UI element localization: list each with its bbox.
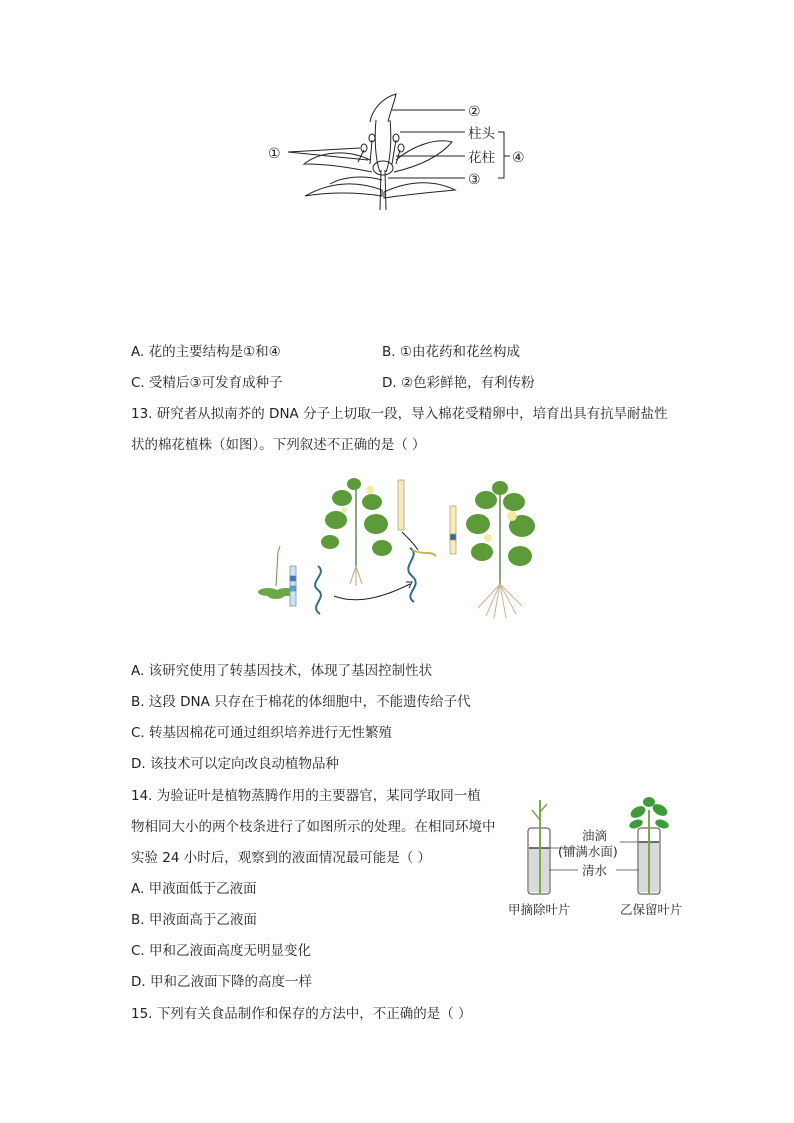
transgenic-cotton-diagram [250, 466, 550, 621]
q14-option-c[interactable]: C. 甲和乙液面高度无明显变化 [131, 943, 312, 959]
q14-option-d[interactable]: D. 甲和乙液面下降的高度一样 [131, 974, 312, 990]
q13-option-b[interactable]: B. 这段 DNA 只存在于棉花的体细胞中，不能遗传给子代 [131, 694, 471, 710]
label-style: 花柱 [468, 150, 495, 166]
q13-stem-line2: 状的棉花植株（如图）。下列叙述不正确的是（ ） [131, 437, 426, 453]
transpiration-experiment-diagram [500, 790, 700, 922]
water-label: 清水 [582, 863, 608, 878]
q12-option-c[interactable]: C. 受精后③可发育成种子 [131, 375, 283, 391]
q13-option-a[interactable]: A. 该研究使用了转基因技术，体现了基因控制性状 [131, 663, 433, 679]
oil-sub-label: (铺满水面) [558, 844, 618, 859]
q12-option-b[interactable]: B. ①由花药和花丝构成 [382, 344, 520, 360]
oil-label: 油滴 [582, 828, 608, 843]
label-2: ② [468, 104, 481, 120]
q14-option-b[interactable]: B. 甲液面高于乙液面 [131, 912, 257, 928]
q14-option-a[interactable]: A. 甲液面低于乙液面 [131, 881, 257, 897]
q12-option-a[interactable]: A. 花的主要结构是①和④ [131, 344, 281, 360]
label-stigma: 柱头 [468, 126, 495, 142]
label-4: ④ [512, 150, 525, 166]
q14-stem-line2: 物相同大小的两个枝条进行了如图所示的处理。在相同环境中 [131, 819, 496, 835]
q14-stem-line1: 14. 为验证叶是植物蒸腾作用的主要器官，某同学取同一植 [131, 788, 481, 804]
q13-option-c[interactable]: C. 转基因棉花可通过组织培养进行无性繁殖 [131, 725, 393, 741]
left-caption: 甲摘除叶片 [508, 902, 571, 917]
q15-stem: 15. 下列有关食品制作和保存的方法中，不正确的是（ ） [131, 1006, 472, 1022]
label-1: ① [268, 146, 281, 162]
q13-stem-line1: 13. 研究者从拟南芥的 DNA 分子上切取一段，导入棉花受精卵中，培育出具有抗旱耐盐性 [131, 406, 668, 422]
right-caption: 乙保留叶片 [620, 902, 683, 917]
label-3: ③ [468, 172, 481, 188]
q14-stem-line3: 实验 24 小时后，观察到的液面情况最可能是（ ） [131, 850, 432, 866]
q13-option-d[interactable]: D. 该技术可以定向改良动植物品种 [131, 756, 339, 772]
flower-diagram [260, 92, 540, 212]
q12-option-d[interactable]: D. ②色彩鲜艳，有利传粉 [382, 375, 535, 391]
